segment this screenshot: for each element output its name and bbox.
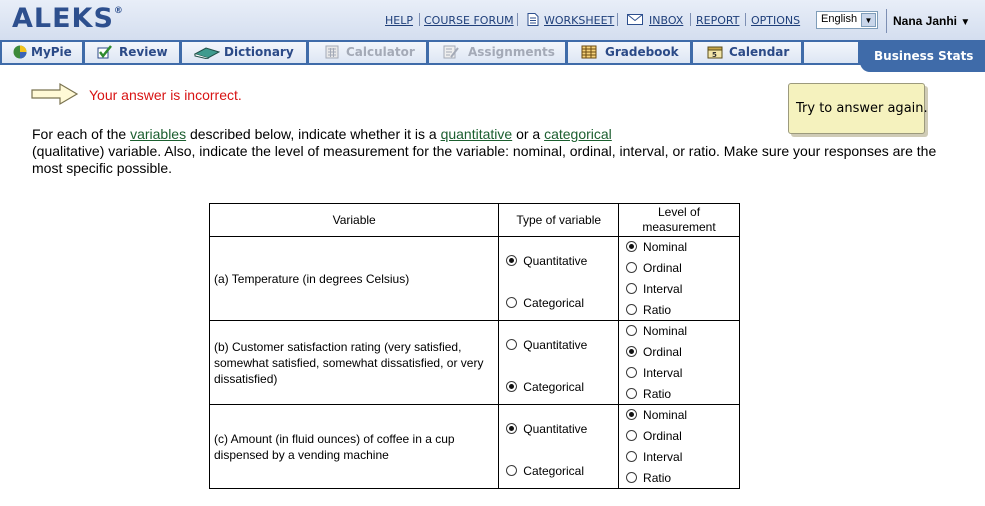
- top-bar: [0, 0, 985, 40]
- report-link[interactable]: REPORT: [696, 14, 740, 27]
- level-option-interval[interactable]: [626, 366, 682, 380]
- option-label: Ordinal: [643, 345, 682, 359]
- tab-calendar[interactable]: [693, 42, 801, 63]
- language-select[interactable]: [816, 11, 878, 29]
- tab-label: Calculator: [346, 45, 415, 59]
- tab-review[interactable]: [85, 42, 179, 63]
- question-instructions: [32, 126, 937, 177]
- level-option-nominal[interactable]: [626, 408, 687, 422]
- chevron-down-icon[interactable]: ▼: [861, 13, 876, 27]
- arrow-right-icon: [30, 82, 80, 106]
- level-option-ratio[interactable]: [626, 387, 671, 401]
- variables-link[interactable]: variables: [130, 126, 187, 142]
- user-name: Nana Janhi: [893, 14, 958, 28]
- radio-button[interactable]: [626, 304, 637, 315]
- pie-chart-icon: [12, 45, 28, 59]
- book-icon: [194, 45, 220, 59]
- tab-spacer: [804, 42, 858, 63]
- course-forum-link[interactable]: COURSE FORUM: [424, 14, 514, 27]
- instr-text-4: (qualitative) variable. Also, indicate the level of measurement for the variable: nominal, ordinal, interval, or ratio. Make sure your responses are the most specific possible.: [32, 143, 937, 176]
- try-again-note: Try to answer again.: [788, 83, 925, 134]
- calculator-icon: [324, 45, 340, 59]
- tab-label: Gradebook: [605, 45, 679, 59]
- logo-text: ALEKS: [12, 3, 114, 34]
- level-option-nominal[interactable]: [626, 240, 687, 254]
- radio-button[interactable]: [626, 346, 637, 357]
- radio-button[interactable]: [626, 451, 637, 462]
- level-cell: [619, 321, 740, 405]
- help-link[interactable]: HELP: [385, 14, 413, 27]
- variable-description: (b) Customer satisfaction rating (very satisfied, somewhat satisfied, somewhat dissatisfied, or very dissatisfied): [210, 321, 499, 405]
- radio-button[interactable]: [626, 388, 637, 399]
- option-label: Nominal: [643, 408, 688, 422]
- option-label: Quantitative: [523, 422, 588, 436]
- type-cell: [499, 237, 619, 321]
- radio-button[interactable]: [506, 465, 517, 476]
- worksheet-icon[interactable]: [527, 13, 539, 26]
- assignment-pencil-icon: [443, 45, 459, 59]
- level-option-ordinal[interactable]: [626, 261, 682, 275]
- table-row: [210, 405, 740, 489]
- option-label: Quantitative: [523, 254, 588, 268]
- type-option-categorical[interactable]: [506, 464, 584, 478]
- divider: [419, 13, 420, 26]
- course-title: Business Stats: [874, 49, 974, 63]
- user-menu[interactable]: [886, 9, 985, 33]
- tab-gradebook[interactable]: [568, 42, 690, 63]
- type-option-quantitative[interactable]: [506, 422, 587, 436]
- radio-button[interactable]: [506, 255, 517, 266]
- caret-down-icon: ▼: [960, 17, 971, 28]
- divider: [690, 13, 691, 26]
- divider: [517, 13, 518, 26]
- option-label: Nominal: [643, 240, 688, 254]
- header-variable: Variable: [210, 204, 499, 237]
- instr-text-1: For each of the: [32, 126, 131, 142]
- table-header-row: [210, 204, 740, 237]
- type-option-categorical[interactable]: [506, 380, 584, 394]
- options-link[interactable]: OPTIONS: [751, 14, 801, 27]
- gradebook-grid-icon: [581, 45, 597, 59]
- level-cell: [619, 405, 740, 489]
- option-label: Interval: [643, 282, 683, 296]
- option-label: Categorical: [523, 464, 584, 478]
- svg-text:5: 5: [712, 51, 717, 59]
- level-option-ordinal[interactable]: [626, 345, 682, 359]
- tab-label: Calendar: [729, 45, 790, 59]
- header-type: Type of variable: [499, 204, 619, 237]
- table-row: [210, 321, 740, 405]
- radio-button[interactable]: [506, 339, 517, 350]
- option-label: Ratio: [643, 471, 672, 485]
- instr-text-2: described below, indicate whether it is a: [186, 126, 441, 142]
- tab-label: Review: [119, 45, 168, 59]
- radio-button[interactable]: [506, 381, 517, 392]
- divider: [745, 13, 746, 26]
- option-label: Interval: [643, 450, 683, 464]
- worksheet-link[interactable]: WORKSHEET: [544, 14, 615, 27]
- divider: [617, 13, 618, 26]
- option-label: Ratio: [643, 303, 672, 317]
- calendar-icon: [707, 45, 723, 59]
- option-label: Nominal: [643, 324, 688, 338]
- tab-label: Dictionary: [224, 45, 294, 59]
- tab-assignments: [429, 42, 565, 63]
- option-label: Ratio: [643, 387, 672, 401]
- table-row: [210, 237, 740, 321]
- radio-button[interactable]: [626, 262, 637, 273]
- level-option-ratio[interactable]: [626, 471, 671, 485]
- header-level: Level of measurement: [619, 204, 740, 237]
- radio-button[interactable]: [626, 409, 637, 420]
- radio-button[interactable]: [506, 297, 517, 308]
- type-cell: [499, 405, 619, 489]
- type-option-quantitative[interactable]: [506, 338, 587, 352]
- tab-calculator: [309, 42, 426, 63]
- radio-button[interactable]: [626, 367, 637, 378]
- categorical-link[interactable]: categorical: [544, 126, 612, 142]
- instr-text-3: or a: [512, 126, 545, 142]
- tab-bar: [0, 40, 985, 65]
- checkmark-icon: [97, 45, 113, 59]
- incorrect-feedback: Your answer is incorrect.: [89, 87, 242, 103]
- radio-button[interactable]: [626, 325, 637, 336]
- option-label: Ordinal: [643, 429, 682, 443]
- option-label: Quantitative: [523, 338, 588, 352]
- inbox-envelope-icon[interactable]: [627, 13, 643, 26]
- language-value: English: [821, 13, 858, 25]
- variable-description: (a) Temperature (in degrees Celsius): [210, 237, 499, 321]
- level-option-ordinal[interactable]: [626, 429, 682, 443]
- radio-button[interactable]: [626, 241, 637, 252]
- inbox-link[interactable]: INBOX: [649, 14, 684, 27]
- radio-button[interactable]: [626, 430, 637, 441]
- tab-label: MyPie: [31, 45, 72, 59]
- tab-label: Assignments: [468, 45, 555, 59]
- level-cell: [619, 237, 740, 321]
- tab-dictionary[interactable]: [182, 42, 306, 63]
- course-tab-business-stats[interactable]: [860, 40, 985, 72]
- radio-button[interactable]: [626, 472, 637, 483]
- option-label: Interval: [643, 366, 683, 380]
- tab-mypie[interactable]: [2, 42, 82, 63]
- option-label: Categorical: [523, 296, 584, 310]
- radio-button[interactable]: [626, 283, 637, 294]
- logo-mark: ®: [113, 6, 124, 16]
- option-label: Ordinal: [643, 261, 682, 275]
- option-label: Categorical: [523, 380, 584, 394]
- level-option-ratio[interactable]: [626, 303, 671, 317]
- type-option-categorical[interactable]: [506, 296, 584, 310]
- level-option-nominal[interactable]: [626, 324, 687, 338]
- type-cell: [499, 321, 619, 405]
- radio-button[interactable]: [506, 423, 517, 434]
- level-option-interval[interactable]: [626, 450, 682, 464]
- question-table: [209, 203, 740, 489]
- type-option-quantitative[interactable]: [506, 254, 587, 268]
- variable-description: (c) Amount (in fluid ounces) of coffee in a cup dispensed by a vending machine: [210, 405, 499, 489]
- aleks-logo[interactable]: [12, 3, 124, 34]
- quantitative-link[interactable]: quantitative: [440, 126, 513, 142]
- level-option-interval[interactable]: [626, 282, 682, 296]
